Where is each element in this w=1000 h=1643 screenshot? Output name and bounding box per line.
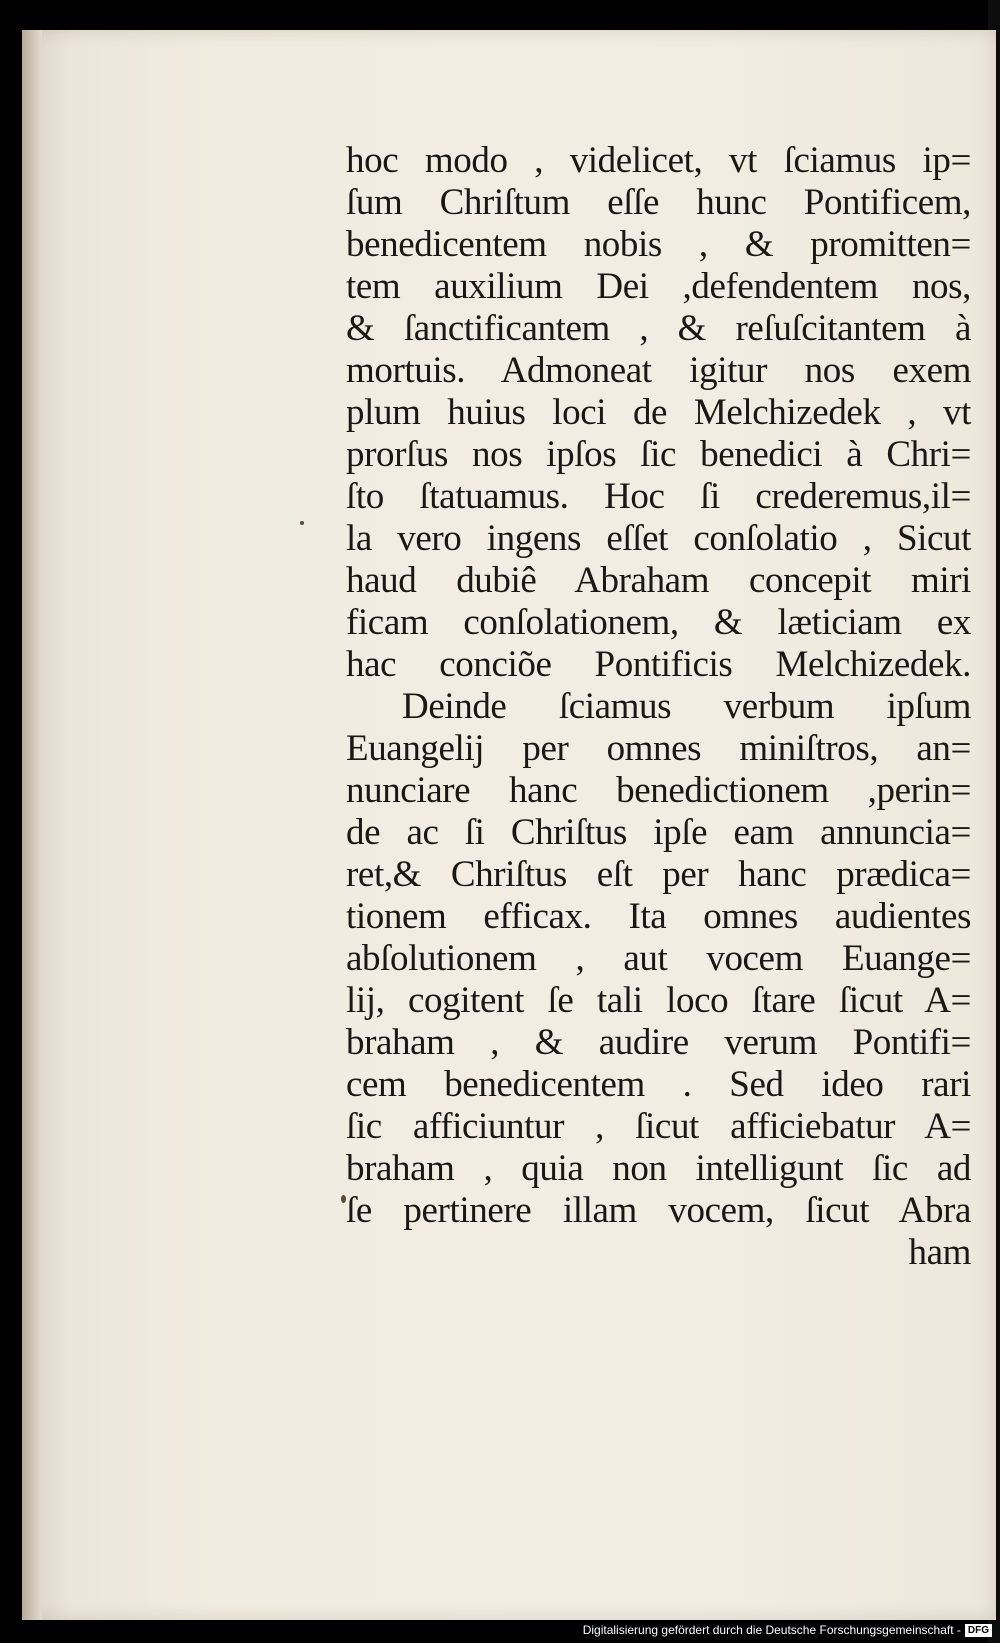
text-line: de ac ſi Chriſtus ipſe eam annuncia=: [346, 812, 971, 853]
body-text: [346, 140, 971, 1274]
text-line: cem benedicentem . Sed ideo rari: [346, 1064, 971, 1105]
text-line: nunciare hanc benedictionem ,perin=: [346, 770, 971, 811]
text-line: lij, cogitent ſe tali loco ſtare ſicut A=: [346, 980, 971, 1021]
text-line: ret,& Chriſtus eſt per hanc prædica=: [346, 854, 971, 895]
dfg-logo-icon: DFG: [965, 1624, 992, 1637]
text-line: mortuis. Admoneat igitur nos exem: [346, 350, 971, 391]
text-line: tem auxilium Dei ,defendentem nos,: [346, 266, 971, 307]
catchword: ham: [908, 1232, 971, 1273]
text-line: ficam conſolationem, & læticiam ex: [346, 602, 971, 643]
paragraph-start-line: Deinde ſciamus verbum ipſum: [402, 686, 971, 727]
text-line: & ſanctificantem , & reſuſcitantem à: [346, 308, 971, 349]
text-line: hac conciõe Pontificis Melchizedek.: [346, 644, 971, 685]
text-line: prorſus nos ipſos ſic benedici à Chri=: [346, 434, 971, 475]
text-line: ſum Chriſtum eſſe hunc Pontificem,: [346, 182, 971, 223]
text-line: ſic afficiuntur , ſicut afficiebatur A=: [346, 1106, 971, 1147]
text-line: benedicentem nobis , & promitten=: [346, 224, 971, 265]
text-line: braham , quia non intelligunt ſic ad: [346, 1148, 971, 1189]
text-line: la vero ingens eſſet conſolatio , Sicut: [346, 518, 971, 559]
text-line: ſe pertinere illam vocem, ſicut Abra: [346, 1190, 971, 1231]
text-line: haud dubiê Abraham concepit miri: [346, 560, 971, 601]
text-line: hoc modo , videlicet, vt ſciamus ip=: [346, 140, 971, 181]
text-line: braham , & audire verum Pontifi=: [346, 1022, 971, 1063]
digitization-footer: [583, 1623, 992, 1637]
ink-speck: [300, 521, 304, 525]
text-line: abſolutionem , aut vocem Euange=: [346, 938, 971, 979]
text-line: tionem efficax. Ita omnes audientes: [346, 896, 971, 937]
text-line: Euangelij per omnes miniſtros, an=: [346, 728, 971, 769]
text-line: ſto ſtatuamus. Hoc ſi crederemus,il=: [346, 476, 971, 517]
text-line: plum huius loci de Melchizedek , vt: [346, 392, 971, 433]
footer-credit-text: Digitalisierung gefördert durch die Deutsche Forschungsgemeinschaft -: [582, 1623, 961, 1637]
page-gutter-shadow: [22, 30, 42, 1620]
